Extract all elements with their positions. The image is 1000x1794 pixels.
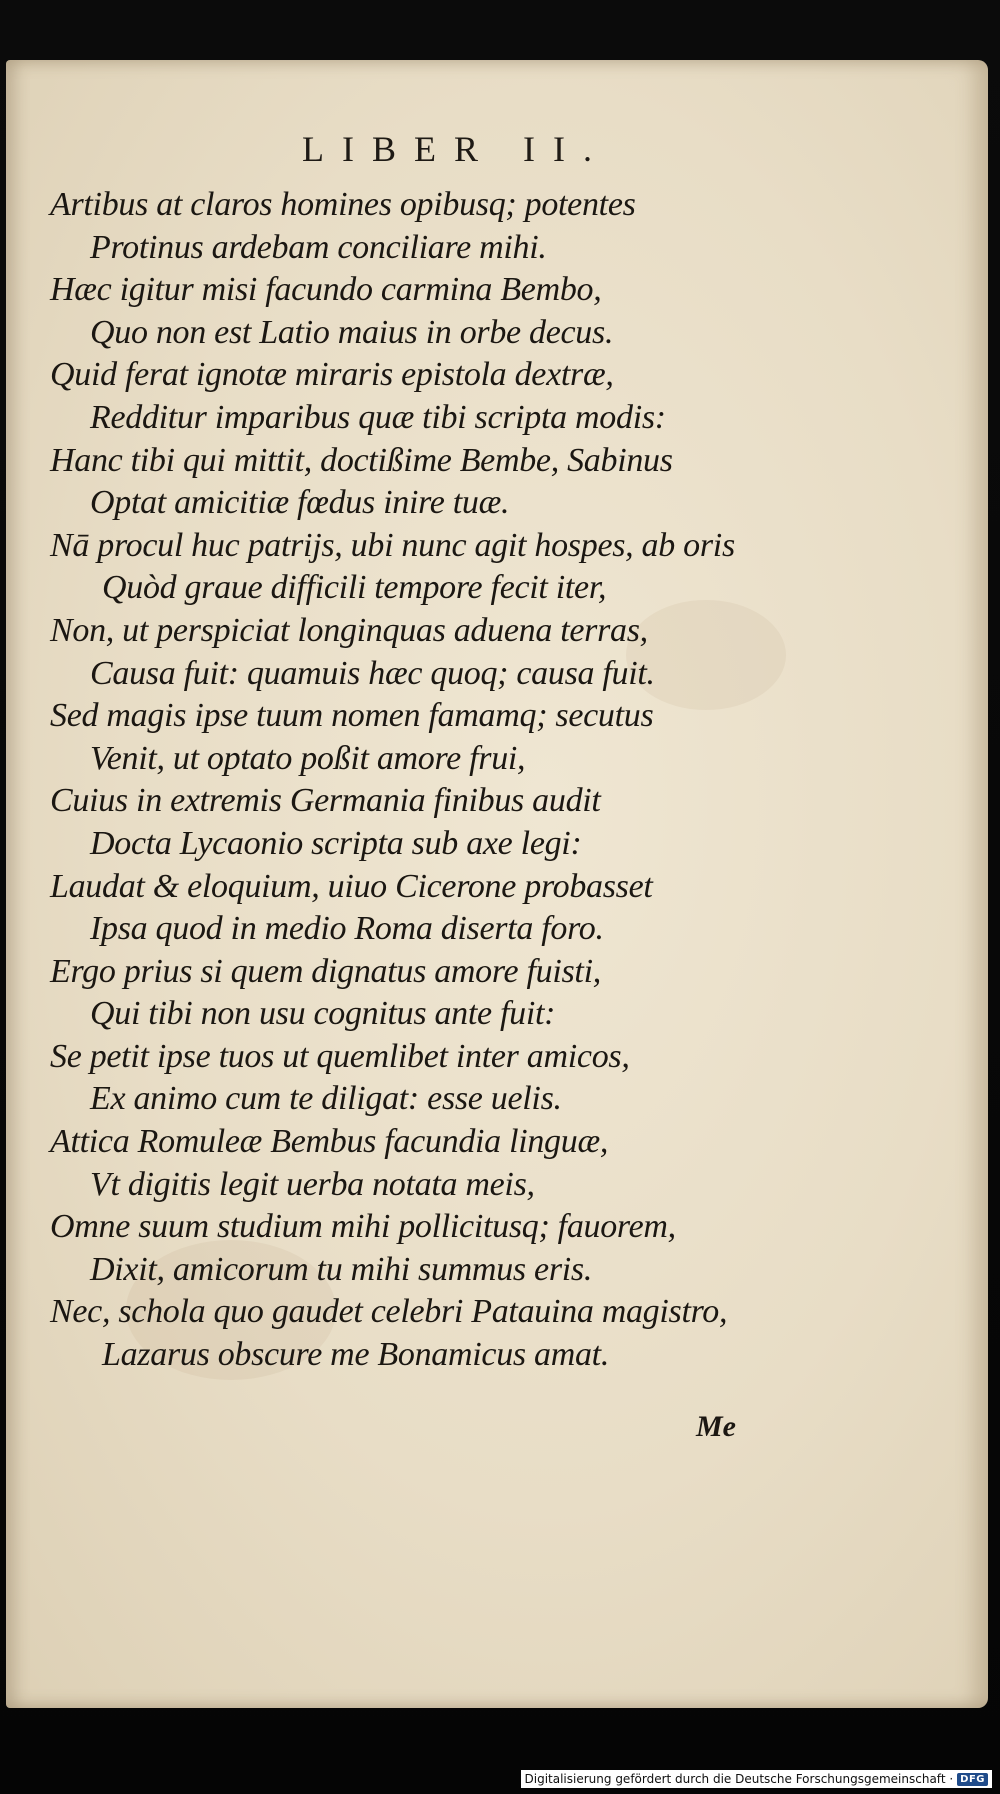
verse-line: Ergo prius si quem dignatus amore fuisti, [50,952,601,990]
verse-line: Qui tibi non usu cognitus ante fuit: [90,995,556,1033]
verse-line: Lazarus obscure me Bonamicus amat. [102,1336,610,1374]
dfg-logo: DFG [957,1773,988,1786]
verse-line: Dixit, amicorum tu mihi summus eris. [90,1250,593,1288]
verse-line: Protinus ardebam conciliare mihi. [90,228,547,266]
catchword: Me [696,1410,736,1443]
verse-line: Ipsa quod in medio Roma diserta foro. [90,910,604,948]
verse-line: Docta Lycaonio scripta sub axe legi: [90,824,582,862]
verse-line: Quo non est Latio maius in orbe decus. [90,313,614,351]
verse-line: Hanc tibi qui mittit, doctißime Bembe, Sabinus [50,441,673,479]
verse-line: Vt digitis legit uerba notata meis, [90,1165,535,1203]
verse-line: Venit, ut optato poßit amore frui, [90,739,526,777]
verse-line: Quòd graue difficili tempore fecit iter, [102,569,607,607]
verse-line: Se petit ipse tuos ut quemlibet inter amicos, [50,1037,630,1075]
verse-block [50,184,930,1377]
running-head: LIBER II. [302,129,610,169]
verse-line: Redditur imparibus quæ tibi scripta modis: [90,398,666,436]
verse-line: Omne suum studium mihi pollicitusq; fauorem, [50,1208,676,1246]
verse-line: Laudat & eloquium, uiuo Cicerone probasset [50,867,653,905]
verse-line: Nec, schola quo gaudet celebri Patauina magistro, [50,1293,728,1331]
verse-line: Non, ut perspiciat longinquas aduena terras, [50,611,648,649]
verse-line: Sed magis ipse tuum nomen famamq; secutus [50,697,654,735]
credit-text: Digitalisierung gefördert durch die Deutsche Forschungsgemeinschaft · [524,1772,954,1786]
verse-line: Quid ferat ignotæ miraris epistola dextræ, [50,356,614,394]
verse-line: Ex animo cum te diligat: esse uelis. [90,1080,562,1118]
digitization-credit [521,1770,992,1788]
verse-line: Artibus at claros homines opibusq; potentes [50,186,636,223]
verse-line: Causa fuit: quamuis hæc quoq; causa fuit. [90,654,655,692]
verse-line: Cuius in extremis Germania finibus audit [50,782,601,820]
verse-line: Optat amicitiæ fœdus inire tuæ. [90,484,510,522]
book-page [6,60,988,1708]
verse-line: Attica Romuleæ Bembus facundia linguæ, [50,1123,609,1161]
verse-line: Hæc igitur misi facundo carmina Bembo, [50,271,602,309]
verse-line: Nā procul huc patrijs, ubi nunc agit hospes, ab oris [50,526,735,564]
